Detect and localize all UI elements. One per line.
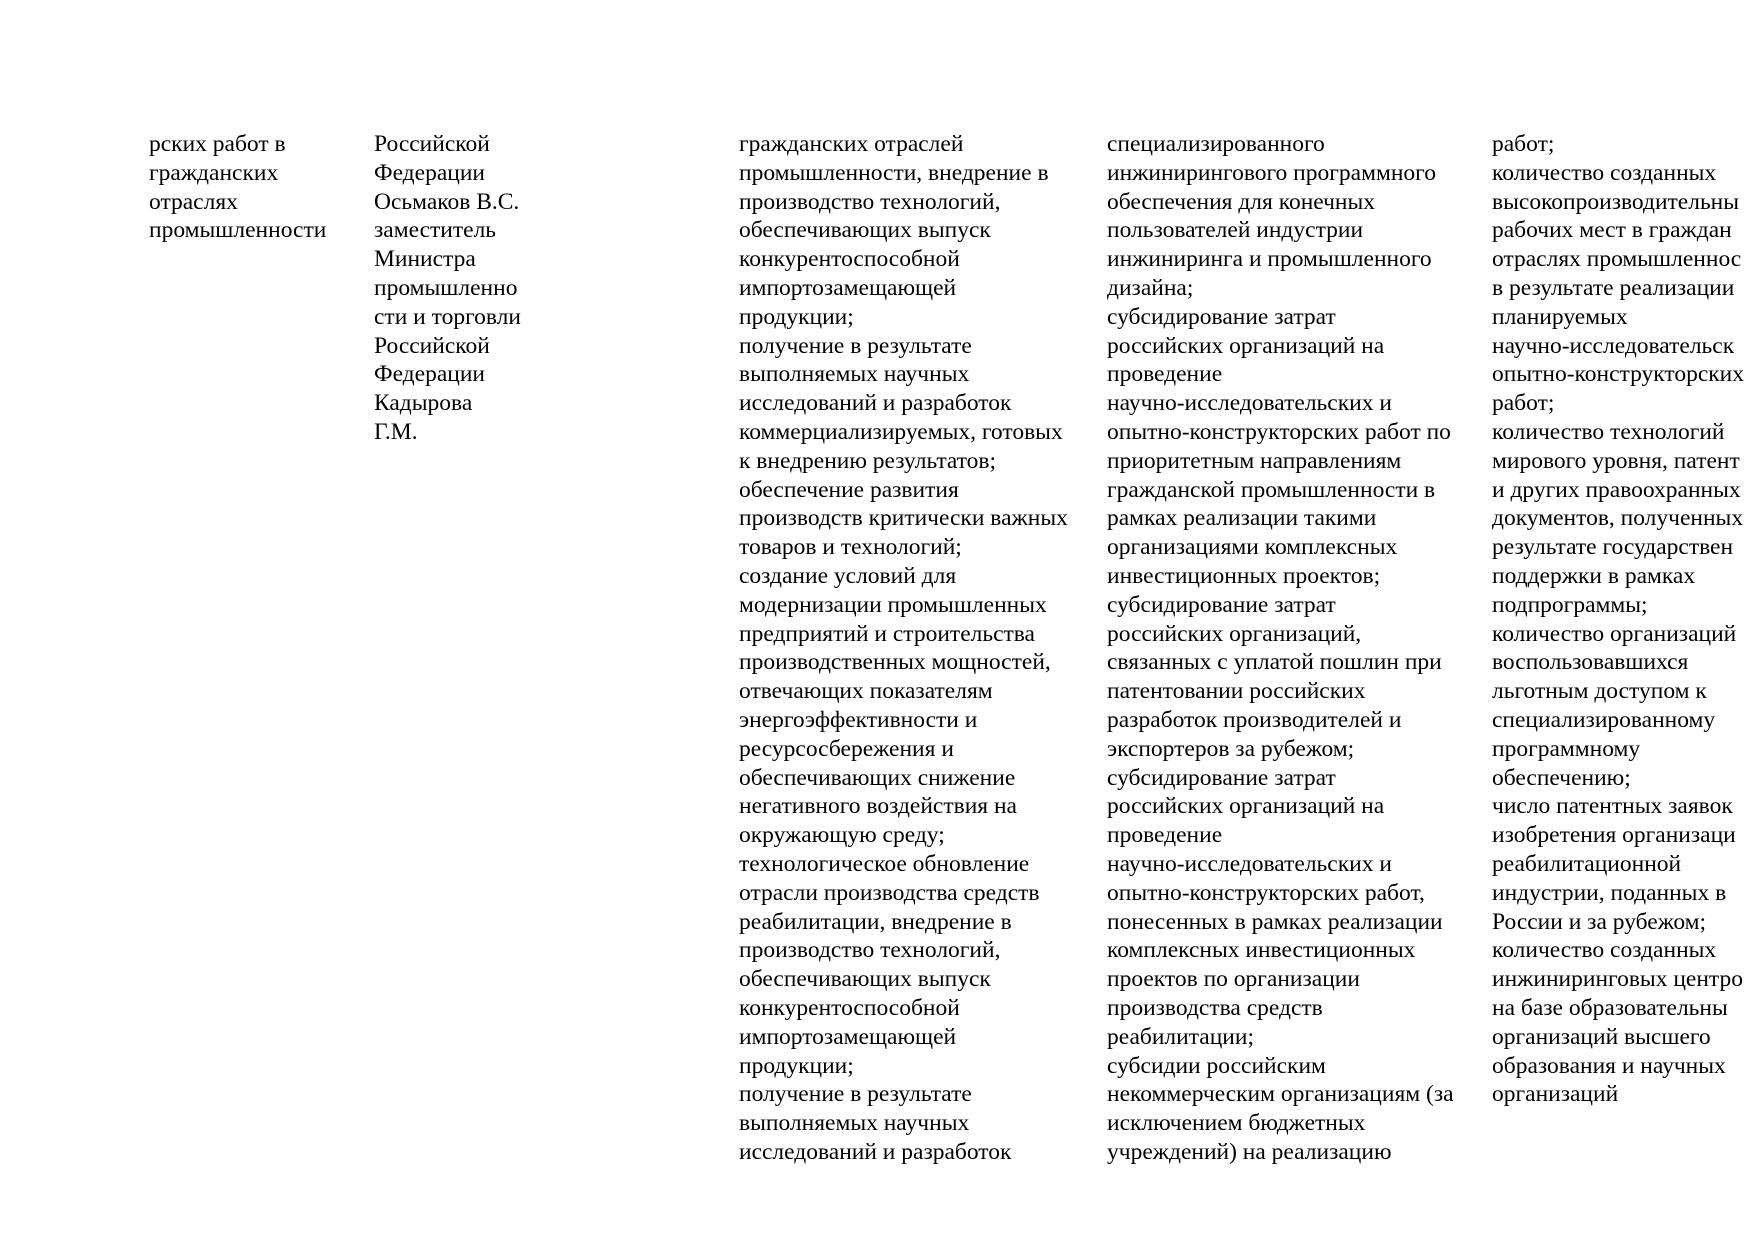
text-line: документов, полученных (1492, 505, 1744, 532)
text-line: Осьмаков В.С. (374, 188, 520, 215)
text-line: инжиниринговых центро (1492, 966, 1743, 993)
text-line: гражданских (149, 159, 279, 186)
text-line: обеспечения для конечных (1107, 188, 1376, 215)
text-line: рабочих мест в граждан (1492, 217, 1732, 244)
text-line: научно-исследовательских и (1107, 850, 1392, 877)
text-line: Г.М. (374, 418, 418, 445)
text-line: организациями комплексных (1107, 534, 1398, 561)
text-line: конкурентоспособной (739, 246, 960, 273)
text-line: субсидии российским (1107, 1052, 1326, 1079)
text-line: исследований и разработок (739, 390, 1012, 417)
text-line: импортозамещающей (739, 1023, 957, 1050)
text-line: продукции; (739, 1052, 854, 1079)
text-line: российских организаций, (1107, 620, 1362, 647)
text-line: специализированного (1107, 131, 1325, 157)
text-line: льготным доступом к (1492, 678, 1707, 705)
text-line: пользователей индустрии (1107, 217, 1364, 244)
text-line: производственных мощностей, (739, 649, 1051, 676)
text-line: заместитель (374, 217, 497, 244)
text-line: обеспечивающих выпуск (739, 217, 991, 244)
text-line: опытно-конструкторских работ, (1107, 879, 1425, 906)
text-line: продукции; (739, 303, 854, 330)
text-line: получение в результате (739, 1081, 972, 1108)
text-line: инжинирингового программного (1107, 159, 1436, 186)
text-line: выполняемых научных (739, 1110, 970, 1137)
text-line: подпрограммы; (1492, 591, 1648, 618)
text-line: на базе образовательны (1492, 994, 1728, 1021)
text-line: энергоэффективности и (739, 706, 978, 733)
text-line: Федерации (374, 159, 485, 186)
text-line: понесенных в рамках реализации (1107, 908, 1443, 935)
text-line: и других правоохранных (1492, 476, 1741, 503)
text-line: технологическое обновление (739, 850, 1030, 877)
column-measures (1107, 130, 1454, 1167)
text-line: отрасли производства средств (739, 879, 1040, 906)
text-line: России и за рубежом; (1492, 908, 1707, 935)
text-line: учреждений) на реализацию (1107, 1138, 1392, 1165)
text-line: реабилитации; (1107, 1023, 1254, 1050)
text-line: результате государствен (1492, 534, 1734, 561)
text-line: количество организаций (1492, 620, 1737, 647)
text-line: промышленности (149, 217, 327, 244)
text-line: проектов по организации (1107, 966, 1360, 993)
text-line: некоммерческим организациям (за (1107, 1081, 1454, 1108)
text-line: сти и торговли (374, 303, 521, 330)
text-line: инвестиционных проектов; (1107, 562, 1381, 589)
text-line: производства средств (1107, 994, 1323, 1021)
text-line: проведение (1107, 822, 1223, 849)
text-line: разработок производителей и (1107, 706, 1402, 733)
text-line: организаций (1492, 1081, 1619, 1108)
text-line: промышленности, внедрение в (739, 159, 1049, 186)
text-line: промышленно (374, 274, 518, 301)
text-line: субсидирование затрат (1107, 764, 1336, 791)
text-line: Российской (374, 332, 490, 359)
text-line: поддержки в рамках (1492, 562, 1696, 589)
text-line: субсидирование затрат (1107, 303, 1336, 330)
text-line: исключением бюджетных (1107, 1110, 1366, 1137)
text-line: программному (1492, 735, 1641, 762)
text-line: реабилитации, внедрение в (739, 908, 1012, 935)
text-line: производство технологий, (739, 188, 1001, 215)
text-line: число патентных заявок (1492, 793, 1733, 820)
text-line: негативного воздействия на (739, 793, 1017, 820)
text-line: выполняемых научных (739, 361, 970, 388)
text-line: получение в результате (739, 332, 972, 359)
column-responsible (374, 130, 521, 447)
text-line: мирового уровня, патент (1492, 447, 1740, 474)
text-line: окружающую среду; (739, 822, 945, 849)
text-line: индустрии, поданных в (1492, 879, 1727, 906)
text-line: опытно-конструкторских (1492, 361, 1745, 388)
text-line: отвечающих показателям (739, 678, 993, 705)
text-line: исследований и разработок (739, 1138, 1012, 1165)
text-line: импортозамещающей (739, 274, 957, 301)
text-line: работ; (1492, 390, 1555, 417)
text-line: создание условий для (739, 562, 957, 589)
text-line: реабилитационной (1492, 850, 1682, 877)
text-line: дизайна; (1107, 274, 1194, 301)
text-line: научно-исследовательских и (1107, 390, 1392, 417)
text-line: российских организаций на (1107, 332, 1385, 359)
column-expected-results (739, 130, 1068, 1167)
text-line: товаров и технологий; (739, 534, 962, 561)
column-indicators (1492, 130, 1744, 1109)
column-task-name (149, 130, 326, 245)
text-line: субсидирование затрат (1107, 591, 1336, 618)
text-line: проведение (1107, 361, 1223, 388)
text-line: к внедрению результатов; (739, 447, 997, 474)
text-line: обеспечивающих выпуск (739, 966, 991, 993)
text-line: работ; (1492, 131, 1555, 157)
text-line: предприятий и строительства (739, 620, 1035, 647)
text-line: приоритетным направлениям (1107, 447, 1402, 474)
text-line: обеспечение развития (739, 476, 959, 503)
text-line: рских работ в (149, 131, 286, 157)
text-line: ресурсосбережения и (739, 735, 954, 762)
text-line: экспортеров за рубежом; (1107, 735, 1355, 762)
text-line: обеспечению; (1492, 764, 1631, 791)
text-line: Министра (374, 246, 476, 273)
text-line: российских организаций на (1107, 793, 1385, 820)
text-line: образования и научных (1492, 1052, 1726, 1079)
text-line: количество созданных (1492, 159, 1717, 186)
text-line: производств критически важных (739, 505, 1068, 532)
text-line: высокопроизводительны (1492, 188, 1740, 215)
text-line: инжиниринга и промышленного (1107, 246, 1432, 273)
text-line: комплексных инвестиционных (1107, 937, 1416, 964)
text-line: связанных с уплатой пошлин при (1107, 649, 1442, 676)
text-line: гражданской промышленности в (1107, 476, 1436, 503)
text-line: модернизации промышленных (739, 591, 1047, 618)
text-line: отраслях промышленнос (1492, 246, 1742, 273)
text-line: обеспечивающих снижение (739, 764, 1016, 791)
text-line: Кадырова (374, 390, 473, 417)
text-line: специализированному (1492, 706, 1716, 733)
text-line: Федерации (374, 361, 485, 388)
text-line: конкурентоспособной (739, 994, 960, 1021)
text-line: изобретения организаци (1492, 822, 1736, 849)
text-line: опытно-конструкторских работ по (1107, 418, 1451, 445)
text-line: Российской (374, 131, 490, 157)
text-line: воспользовавшихся (1492, 649, 1689, 676)
text-line: планируемых (1492, 303, 1628, 330)
text-line: патентовании российских (1107, 678, 1366, 705)
text-line: рамках реализации такими (1107, 505, 1377, 532)
text-line: количество созданных (1492, 937, 1717, 964)
text-line: количество технологий (1492, 418, 1725, 445)
text-line: научно-исследовательск (1492, 332, 1735, 359)
text-line: гражданских отраслей (739, 131, 964, 157)
text-line: в результате реализации (1492, 274, 1735, 301)
text-line: организаций высшего (1492, 1023, 1711, 1050)
text-line: коммерциализируемых, готовых (739, 418, 1063, 445)
text-line: отраслях (149, 188, 238, 215)
text-line: производство технологий, (739, 937, 1001, 964)
